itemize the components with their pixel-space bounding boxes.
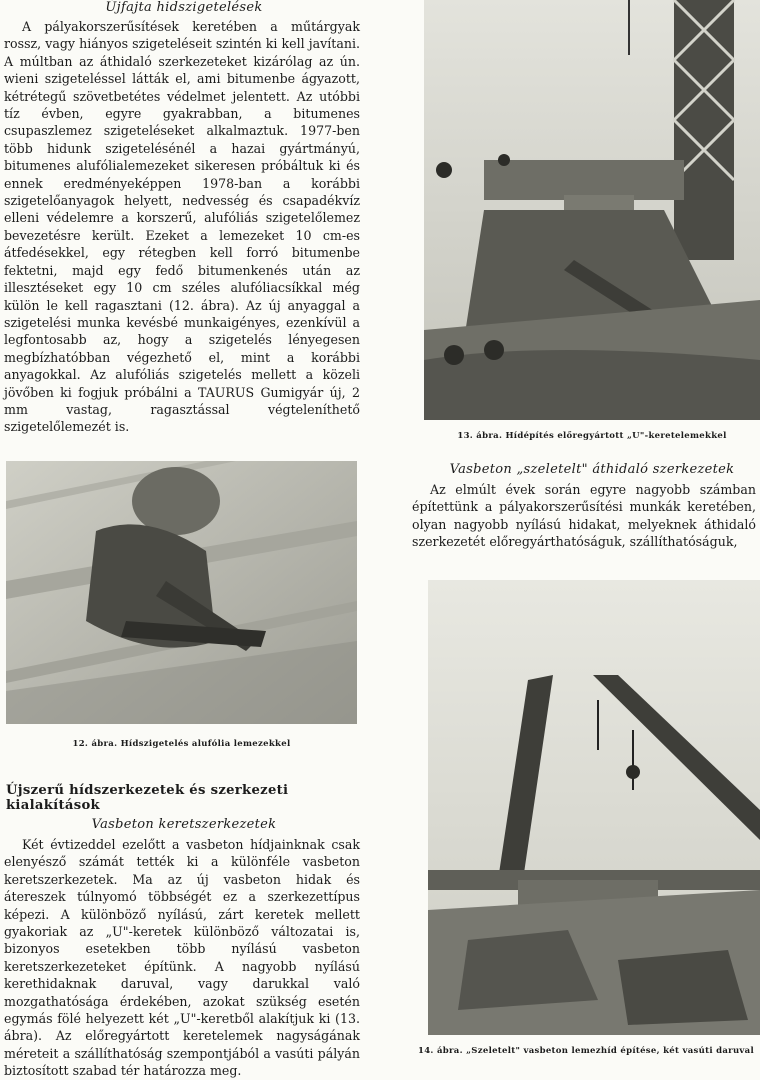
figure-12-caption: 12. ábra. Hídszigetelés alufólia lemezekkel — [72, 739, 291, 749]
paragraph-insulation: A pályakorszerűsítések keretében a műtárgyak rossz, vagy hiányos szigeteléseit szintén ki kell javítani. A múltban az áthidaló szerkezeteket kizárólag az ún. wieni szigeteléssel látták el, ami bitumenbe ágyazott, kétrétegű szövetbetétes védelmet jelentett. Az utóbbi tíz évben, egyre gyakrabban, a bitumenes csupaszlemez szigeteléseket alkalmaztuk. 1977-ben több hidunk szigetelésénél a hazai gyártmányú, bitumenes alufólialemezeket sikeresen próbáltuk ki és ennek eredményeképpen 1978-ban a korábbi szigetelőanyagok helyett, nedvesség és csapadékvíz elleni védelemre a korszerű, alufóliás szigetelőlemez bevezetésre került. Ezeket a lemezeket 10 cm-es átfedésekkel, egy rétegben kell forró bitumenbe fektetni, majd egy fedő bitumenkenés után az illesztéseket egy 10 cm széles alufóliacsíkkal még külön le kell ragasztani (12. ábra). Az új anyaggal a szigetelési munka kevésbé munkaigényes, ezenkívül a legfontosabb az, hogy a szigetelés lényegesen megbízhatóbban végezhető el, mint a korábbi anyagokkal. Az alufóliás szigetelés mellett a közeli jövőben ki fogjuk próbálni a TAURUS Gumigyár új, 2 mm vastag, ragasztással végteleníthető szigetelőlemezét is. — [4, 19, 360, 435]
paragraph-sliced: Az elmúlt évek során egyre nagyobb számban építettünk a pályakorszerűsítési munkák keretében, olyan nagyobb nyílású hidakat, melyeknek áthidaló szerkezetét előregyárthatóságuk, szállíthatóságuk, — [412, 482, 756, 550]
figure-14-photo — [428, 580, 760, 1035]
figure-13-photo — [424, 0, 760, 420]
section-title-new-bridges: Újszerű hídszerkezetek és szerkezeti kialakítások — [6, 783, 289, 813]
paragraph-frames: Két évtizeddel ezelőtt a vasbeton hídjainknak csak elenyésző számát tették ki a különféle vasbeton keretszerkezetek. Ma az új vasbeton hidak és átereszek túlnyomó többségét ez a szerkezettípus képezi. A különböző nyílású, zárt keretek mellett gyakoriak az „U"-keretek különböző változatai is, bizonyos esetekben több nyílású vasbeton keretszerkezeteket építünk. A nagyobb nyílású kerethidaknak daruval, vagy darukkal való mozgathatósága érdekében, azokat szükség esetén egymás fölé helyezett két „U"-keretből alakítjuk ki (13. ábra). Az előregyártott keretelemek nagyságának méreteit a szállíthatóság szempontjából a vasúti pályán biztosított szabad tér határozza meg. — [4, 837, 360, 1079]
section-heading-insulation: Újfajta hidszigetelések — [105, 0, 263, 15]
figure-12-photo — [6, 461, 357, 724]
section-heading-frames: Vasbeton keretszerkezetek — [91, 817, 277, 832]
figure-14-caption: 14. ábra. „Szeletelt" vasbeton lemezhíd építése, két vasúti daruval — [418, 1046, 754, 1056]
section-heading-sliced: Vasbeton „szeletelt" áthidaló szerkezetek — [449, 462, 735, 477]
figure-13-caption: 13. ábra. Hídépítés előregyártott „U"-keretelemekkel — [457, 431, 727, 441]
